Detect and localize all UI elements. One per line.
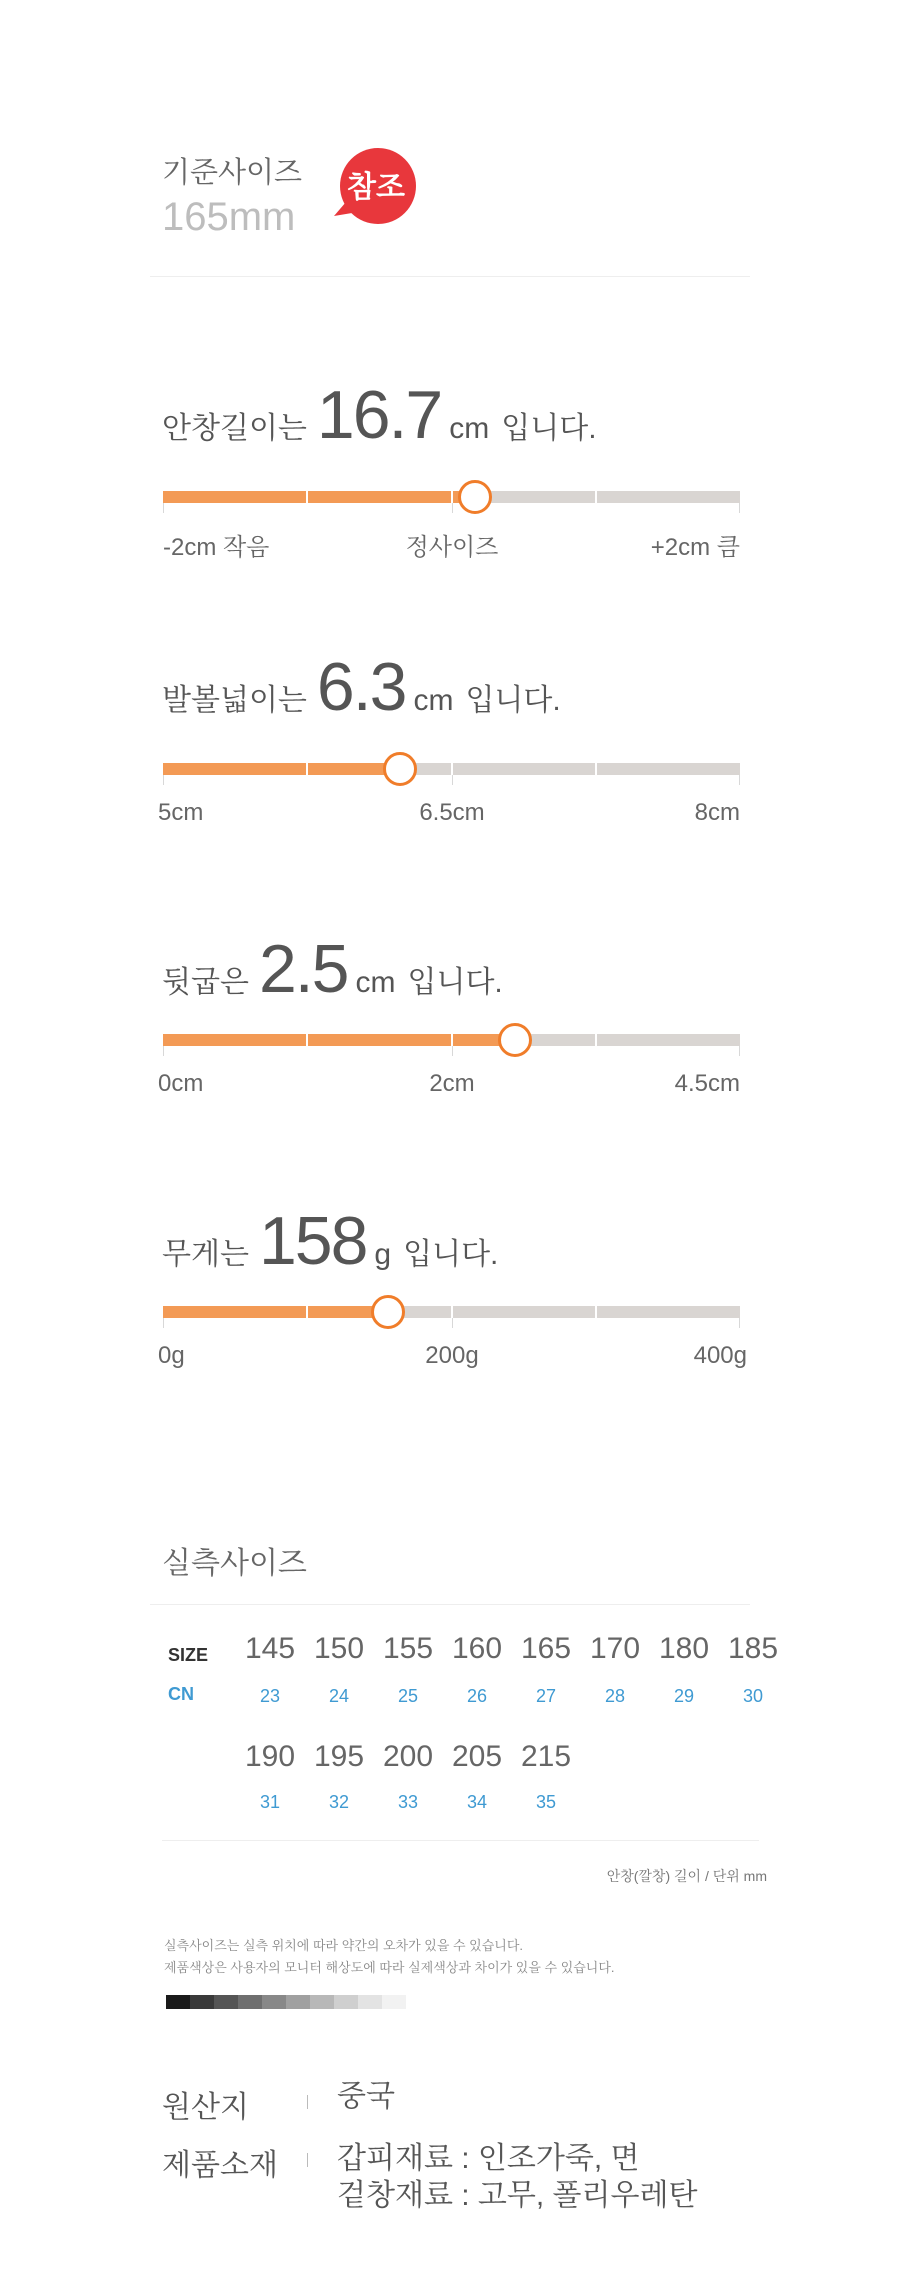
scale-label: 200g [425,1342,479,1369]
measurement-prefix: 뒷굽은 [162,966,249,999]
cn-value: 30 [742,1686,764,1706]
level-knob [383,752,417,786]
track-segment-gap [595,488,597,506]
measurement-unit: g [374,1238,392,1271]
divider [162,1840,759,1841]
material-label: 제품소재 [162,2149,278,2182]
measurement-title [162,930,503,1008]
measurement-suffix: 입니다. [407,966,503,999]
badge-label: 참조 [347,171,405,204]
measure-note: 실측사이즈는 실측 위치에 따라 약간의 오차가 있을 수 있습니다. [164,1938,524,1953]
size-value: 205 [451,1740,503,1773]
color-swatch [382,1995,406,2009]
track-fill [163,491,475,503]
color-swatch [238,1995,262,2009]
measurement-value: 6.3 [316,649,406,725]
track-tick [452,775,453,785]
track-segment-gap [306,1303,308,1321]
reference-size-label: 기준사이즈 [162,157,303,189]
material-line-1: 갑피재료 : 인조가죽, 면 [337,2142,640,2175]
track-tick [163,775,164,785]
color-swatch [214,1995,238,2009]
level-knob [371,1295,405,1329]
measurement-prefix: 무게는 [162,1238,249,1271]
size-value: 145 [244,1632,296,1665]
track-segment-gap [306,1031,308,1049]
color-swatch [286,1995,310,2009]
track-segment-gap [595,1303,597,1321]
size-value: 195 [313,1740,365,1773]
color-swatch [190,1995,214,2009]
cn-value: 32 [328,1792,350,1812]
measurement-suffix: 입니다. [501,412,597,445]
size-value: 150 [313,1632,365,1665]
cn-value: 24 [328,1686,350,1706]
track-fill [163,1306,388,1318]
color-swatch [262,1995,286,2009]
origin-value: 중국 [337,2080,395,2113]
scale-label: 6.5cm [419,799,485,826]
cn-value: 35 [535,1792,557,1812]
scale-label: +2cm 큼 [650,534,740,561]
track-tick [452,1046,453,1056]
separator [307,2153,308,2167]
track-tick [163,503,164,513]
size-value: 185 [727,1632,779,1665]
color-swatch [334,1995,358,2009]
size-value: 160 [451,1632,503,1665]
actual-size-title: 실측사이즈 [162,1547,307,1580]
level-knob [498,1023,532,1057]
track-segment-gap [306,488,308,506]
measurement-suffix: 입니다. [465,684,561,717]
cn-value: 31 [259,1792,281,1812]
measurement-unit: cm [449,412,490,445]
material-line-2: 겉창재료 : 고무, 폴리우레탄 [337,2179,698,2212]
cn-header: CN [168,1684,194,1704]
reference-badge [334,148,418,228]
scale-label: 0g [158,1342,185,1369]
track-tick [739,1046,740,1056]
size-value: 215 [520,1740,572,1773]
track-tick [163,1318,164,1328]
measurement-track [163,1306,740,1318]
cn-value: 34 [466,1792,488,1812]
size-value: 155 [382,1632,434,1665]
measurement-unit: cm [413,684,454,717]
measurement-value: 16.7 [316,377,442,453]
track-tick [739,775,740,785]
size-value: 170 [589,1632,641,1665]
size-value: 200 [382,1740,434,1773]
scale-label: 400g [693,1342,747,1369]
measurement-track [163,1034,740,1046]
color-swatch [166,1995,190,2009]
cn-value: 33 [397,1792,419,1812]
measurement-prefix: 발볼넓이는 [162,684,307,717]
divider [150,276,750,277]
level-knob [458,480,492,514]
measurement-suffix: 입니다. [403,1238,499,1271]
size-header: SIZE [168,1645,209,1665]
cn-value: 26 [466,1686,488,1706]
color-swatch [358,1995,382,2009]
color-swatch [310,1995,334,2009]
color-note: 제품색상은 사용자의 모니터 해상도에 따라 실제색상과 차이가 있을 수 있습니다. [164,1960,615,1975]
size-value: 165 [520,1632,572,1665]
cn-value: 25 [397,1686,419,1706]
track-segment-gap [595,1031,597,1049]
measurement-title [162,648,561,726]
cn-value: 23 [259,1686,281,1706]
measurement-title [162,1202,498,1280]
track-tick [739,1318,740,1328]
measurement-title [162,376,597,454]
track-tick [452,503,453,513]
cn-value: 29 [673,1686,695,1706]
track-fill [163,763,400,775]
cn-value: 28 [604,1686,626,1706]
track-segment-gap [306,760,308,778]
measurement-unit: cm [355,966,396,999]
measurement-value: 2.5 [258,931,348,1007]
measurement-track [163,763,740,775]
track-tick [163,1046,164,1056]
size-value: 190 [244,1740,296,1773]
unit-note: 안창(깔창) 길이 / 단위 mm [606,1868,767,1884]
cn-value: 27 [535,1686,557,1706]
measurement-track [163,491,740,503]
measurement-prefix: 안창길이는 [162,412,307,445]
track-tick [739,503,740,513]
scale-label: 8cm [694,799,740,826]
scale-label: 정사이즈 [405,534,499,561]
track-segment-gap [595,760,597,778]
scale-label: 0cm [158,1070,204,1097]
measurement-value: 158 [258,1203,367,1279]
track-tick [452,1318,453,1328]
divider [150,1604,750,1605]
origin-label: 원산지 [162,2091,249,2124]
scale-label: 4.5cm [674,1070,740,1097]
scale-label: -2cm 작음 [163,534,270,561]
scale-label: 5cm [158,799,204,826]
track-fill [163,1034,515,1046]
size-value: 180 [658,1632,710,1665]
scale-label: 2cm [429,1070,475,1097]
separator [307,2095,308,2109]
reference-size-value: 165mm [162,195,296,239]
